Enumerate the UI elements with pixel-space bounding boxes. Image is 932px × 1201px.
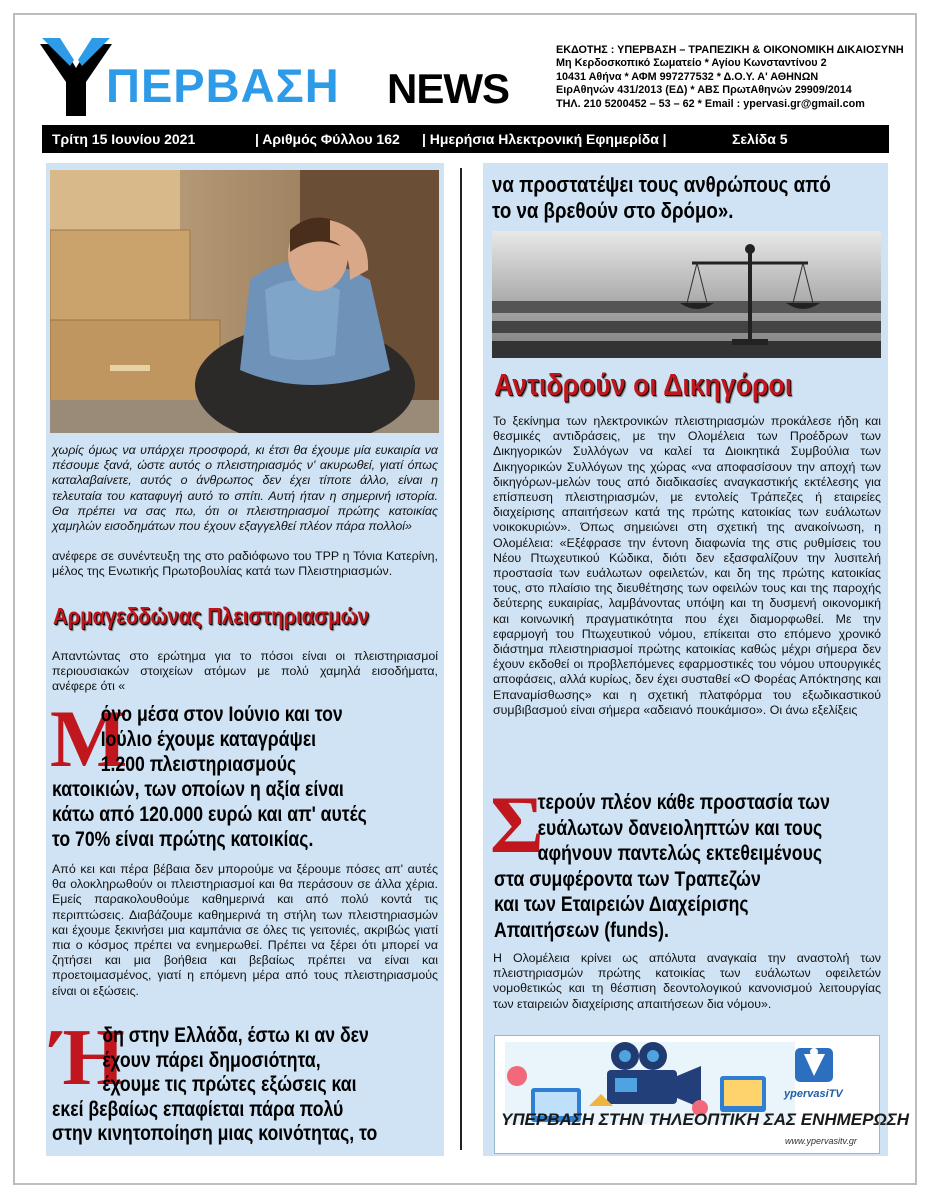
pull-quote-line: κάτω από 120.000 ευρώ και απ' αυτές bbox=[52, 803, 367, 826]
pull-quote-line: δη στην Ελλάδα, έστω κι αν δεν bbox=[102, 1024, 369, 1047]
masthead-logo[interactable] bbox=[40, 38, 509, 120]
logo-wordmark: ΠΕΡΒΑΣΗ bbox=[106, 59, 340, 112]
pull-quote-line: έχουν πάρει δημοσιότητα, bbox=[102, 1048, 321, 1072]
pull-quote-line: και των Εταιρειών Διαχείρισης bbox=[494, 893, 749, 916]
column-divider bbox=[460, 168, 462, 1150]
pull-quote-line: να προστατέψει τους ανθρώπους από bbox=[492, 172, 831, 197]
publisher-line: ΕιρΑθηνών 431/2013 (ΕΔ) * ΑΒΣ ΠρωτΑθηνών 29909/2014 bbox=[556, 84, 852, 97]
pull-quote-dropcap: Μ bbox=[50, 693, 128, 784]
pull-quote-line: όνο μέσα στον Ιούνιο και τον bbox=[100, 703, 343, 726]
intro-attribution-text: ανέφερε σε συνέντευξη της στο ραδιόφωνο του ΤΡΡ η Τόνια Κατερίνη, μέλος της Ενωτικής Πρωτοβουλίας κατά των Πλειστηριασμών. bbox=[52, 549, 438, 579]
pull-quote-line: εκεί βεβαίως επαφίεται πάρα πολύ bbox=[52, 1097, 344, 1121]
page-number: Σελίδα 5 bbox=[732, 131, 788, 147]
publisher-line: 10431 Αθήνα * ΑΦΜ 997277532 * Δ.Ο.Υ. Α' ΑΘΗΝΩΝ bbox=[556, 70, 819, 83]
pull-quote-evictions bbox=[52, 1024, 377, 1147]
article-photo-justice-scale[interactable] bbox=[492, 231, 881, 358]
ad-url[interactable]: www.ypervasitv.gr bbox=[785, 1136, 857, 1146]
article-photo-man[interactable] bbox=[50, 170, 439, 433]
publisher-line: ΤΗΛ. 210 5200452 – 53 – 62 * Email : ypervasi.gr@gmail.com bbox=[556, 97, 865, 110]
ad-tv-brand: ypervasiTV bbox=[784, 1088, 843, 1100]
pull-quote-continued bbox=[492, 172, 831, 224]
logo-y-icon bbox=[40, 38, 112, 116]
photo-justice-scale-image bbox=[492, 231, 881, 358]
intro-italic-text: χωρίς όμως να υπάρχει προσφορά, κι έτσι θα έχουμε μία ευκαιρία να πέσουμε ξανά, ώστε αυτός ο πλειστηριασμός ν' ακυρωθεί, γιατί όπως καταλαβαίνετε, αυτός ο άνθρωπος δεν έχει τίποτε άλλο, είναι η τελευταία του καταφυγή αυτό το σπίτι. Αυτή ήταν η σημερινή ιστορία. Θα πρέπει να σας πω, ότι οι πλειστηριασμοί πρώτης κατοικίας χαμηλών εισοδημάτων που έχουν εξαγγελθεί πλέον πάρα πολλοί» bbox=[52, 443, 438, 534]
pull-quote-line: Απαιτήσεων (funds). bbox=[494, 918, 669, 942]
publisher-info bbox=[556, 44, 906, 111]
ad-headline: ΥΠΕΡΒΑΣΗ ΣΤΗΝ ΤΗΛΕΟΠΤΙΚΗ ΣΑΣ ΕΝΗΜΕΡΩΣΗ bbox=[501, 1110, 910, 1129]
lawyers-body-text: Το ξεκίνημα των ηλεκτρονικών πλειστηριασμών προκάλεσε ήδη και θεσμικές αντιδράσεις, με την Ολομέλεια των Προέδρων των Δικηγορικών Συλλόγων να καλεί τα Διοικητικά Συμβούλια των Δικηγορικών Συλλόγων της χώρας «να αποφασίσουν την αποχή των δικηγόρων-μελών τους από διαδικασίες αναγκαστικής εκτέλεσης για επίσπευση πλειστηριασμών, με εντολείς Τράπεζες ή εταιρείες διαχείρισης απαιτήσεων κατά της πρώτης κατοικίας των ευάλωτων νοικοκυριών». Όπως σημειώνει στη σχετική της ανακοίνωση, η Ολομέλεια: «Εξέφρασε την έντονη διαφωνία της στις ρυθμίσεις του Νέου Πτωχευτικού Κώδικα, διότι δεν εξασφαλίζουν την λυσιτελή προστασία των ευάλωτων οφειλετών, και δη της πρώτης κατοικίας τους, στο πλαίσιο της διευθέτησης των οφειλών τους και της παροχής δεύτερης ευκαιρίας, λαμβάνοντας υπόψη και τη δυσμενή οικονομική και κοινωνική πραγματικότητα που έχει διαμορφωθεί. Με την εφαρμογή του Πτωχευτικού νόμου, επίκειται στο επόμενο χρονικό διάστημα πλειστηριασμοί πρώτης κατοικίας καθώς μέχρι σήμερα δεν έχουν εκδοθεί οι προβλεπόμενες εφαρμοστικές του νόμου υπουργικές αποφάσεις, αλλά κυρίως, δεν έχει συσταθεί «Ο Φορέας Απόκτησης και Επαναμίσθωσης» και η σχετική πλατφόρμα του εξωδικαστικού συμβιβασμού είναι σήμερα «αδειανό πουκάμισο». Οι άνω εξελίξεις bbox=[493, 414, 881, 717]
pull-quote-line: ευάλωτων δανειοληπτών και τους bbox=[537, 816, 823, 840]
issue-date: Τρίτη 15 Ιουνίου 2021 bbox=[52, 131, 196, 147]
pull-quote-line: στα συμφέροντα των Τραπεζών bbox=[494, 867, 761, 891]
section-title-armageddon: Αρμαγεδδώνας Πλειστηριασμών bbox=[53, 603, 369, 629]
pull-quote-line: το να βρεθούν στο δρόμο». bbox=[492, 198, 734, 223]
pull-quote-line: κατοικιών, των οποίων η αξία είναι bbox=[52, 778, 344, 801]
pull-quote-line: αφήνουν παντελώς εκτεθειμένους bbox=[537, 842, 823, 865]
issue-type: | Ημερήσια Ηλεκτρονική Εφημερίδα | bbox=[422, 131, 667, 147]
pull-quote-dropcap: Ή bbox=[52, 1014, 125, 1102]
pull-quote-line: στην κινητοποίηση μιας κοινότητας, το bbox=[52, 1122, 378, 1145]
section-title-lawyers: Αντιδρούν οι Δικηγόροι bbox=[494, 367, 793, 402]
pull-quote-line: Ιούλιο έχουμε καταγράψει bbox=[100, 728, 317, 751]
armageddon-intro-text: Απαντώντας στο ερώτημα για το πόσοι είναι οι πλειστηριασμοί περιουσιακών στοιχείων ατόμων με πολύ χαμηλά εισοδήματα, ανέφερε ότι « bbox=[52, 649, 438, 694]
issue-bar bbox=[42, 125, 889, 153]
logo-news: NEWS bbox=[387, 65, 509, 112]
pull-quote-line: έχουμε τις πρώτες εξώσεις και bbox=[102, 1073, 357, 1096]
issue-number: | Αριθμός Φύλλου 162 bbox=[255, 131, 400, 147]
auctions-body-text: Από κει και πέρα βέβαια δεν μπορούμε να ξέρουμε πόσες απ' αυτές θα ολοκληρωθούν οι πλειστηριασμοί και θα περάσουν σε άλλα χέρια. Εμείς παρακολουθούμε καθημερινά και από πολύ κοντά τις περιπτώσεις. Διαβάζουμε καθημερινά τη στήλη των πλειστηριασμών και έχουμε ξεκινήσει μια καμπάνια σε όλες τις γειτονιές, ακριβώς γιατί πια ο κόσμος πρέπει να ενημερωθεί. Πρέπει να ξέρει ότι μπορεί να ζητήσει και μια βοήθεια και βεβαίως πρέπει να είναι και προετοιμασμένος, γιατί η επόμενη μέρα από τους πλειστηριασμούς είναι οι εξώσεις. bbox=[52, 862, 438, 998]
pull-quote-line: το 70% είναι πρώτης κατοικίας. bbox=[52, 828, 314, 851]
pull-quote-funds bbox=[494, 790, 830, 943]
pull-quote-dropcap: Σ bbox=[490, 779, 544, 870]
pull-quote-line: 1.200 πλειστηριασμούς bbox=[100, 753, 297, 776]
pull-quote-line: τερούν πλέον κάθε προστασία των bbox=[537, 791, 830, 814]
pull-quote-auctions bbox=[52, 702, 367, 852]
photo-man-boxes-image bbox=[50, 170, 439, 433]
ypervasi-tv-ad-banner[interactable] bbox=[494, 1035, 910, 1154]
publisher-line: Μη Κερδοσκοπικό Σωματείο * Αγίου Κωνσταντίνου 2 bbox=[556, 57, 827, 70]
publisher-line: ΕΚΔΟΤΗΣ : ΥΠΕΡΒΑΣΗ – ΤΡΑΠΕΖΙΚΗ & ΟΙΚΟΝΟΜΙΚΗ ΔΙΚΑΙΟΣΥΝΗ bbox=[556, 44, 904, 56]
plenary-conclusion-text: Η Ολομέλεια κρίνει ως απόλυτα αναγκαία την αναστολή των πλειστηριασμών πρώτης κατοικίας των ευάλωτων οφειλετών νομοθετικώς και τη θέσπιση δεοντολογικού κανονισμού λειτουργίας των εταιρειών διαχείρισης απαιτήσεων δια νόμου». bbox=[493, 951, 881, 1011]
